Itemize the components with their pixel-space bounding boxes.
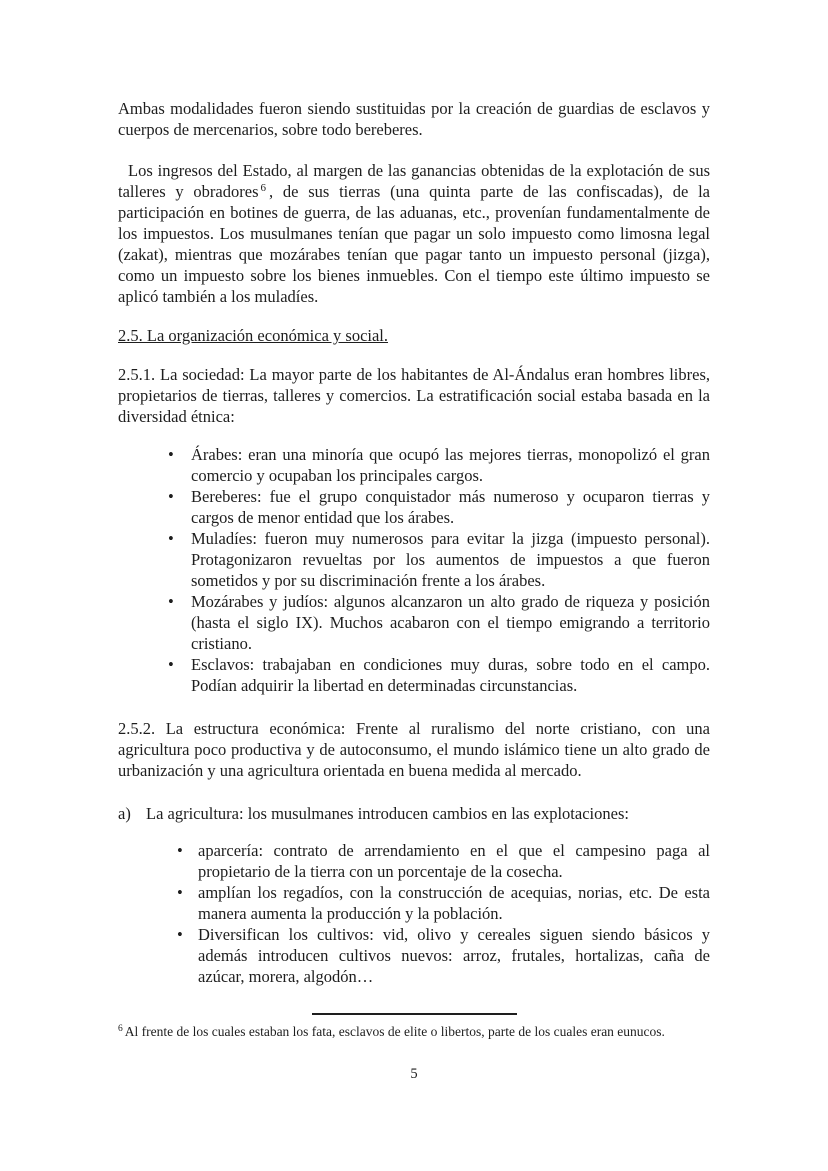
society-bullet-list [118, 444, 710, 696]
paragraph-ingresos-text-after-ref: , de sus tierras (una quinta parte de las confiscadas), de la participación en botines de guerra, de las aduanas, etc., provenían fundamentalmente de los impuestos. Los musulmanes tenían que pagar un solo impuesto como limosna legal (zakat), mientras que mozárabes tenían que pagar tanto un impuesto personal (jizga), como un impuesto sobre los bienes inmuebles. Con el tiempo este último impuesto se aplicó también a los muladíes. [118, 182, 710, 306]
paragraph-2-5-2-estructura: 2.5.2. La estructura económica: Frente al ruralismo del norte cristiano, con una agricultura poco productiva y de autoconsumo, el mundo islámico tiene un alto grado de urbanización y una agricultura orientada en buena medida al mercado. [118, 719, 710, 780]
list-item-regadios [118, 882, 710, 924]
list-item-a-agricultura [118, 803, 710, 824]
list-item-arabes [118, 444, 710, 486]
list-item-aparceria [118, 840, 710, 882]
list-item-text: aparcería: contrato de arrendamiento en el que el campesino paga al propietario de la tierra con un porcentaje de la cosecha. [198, 841, 710, 881]
list-marker-a: a) [118, 804, 131, 823]
list-item-esclavos [118, 654, 710, 696]
list-item-cultivos [118, 924, 710, 987]
bullet-icon: • [177, 925, 183, 944]
bullet-icon: • [168, 487, 174, 506]
bullet-icon: • [168, 592, 174, 611]
agriculture-bullet-list [118, 840, 710, 987]
list-item-a-text: La agricultura: los musulmanes introducen cambios en las explotaciones: [146, 804, 629, 823]
paragraph-ambas: Ambas modalidades fueron siendo sustituidas por la creación de guardias de esclavos y cuerpos de mercenarios, sobre todo bereberes. [118, 99, 710, 139]
list-item-text: Mozárabes y judíos: algunos alcanzaron un alto grado de riqueza y posición (hasta el siglo IX). Muchos acabaron con el tiempo emigrando a territorio cristiano. [191, 592, 710, 653]
footnote-reference-6: 6 [260, 181, 266, 194]
list-item-text: Árabes: eran una minoría que ocupó las mejores tierras, monopolizó el gran comercio y ocupaban los principales cargos. [191, 445, 710, 485]
bullet-icon: • [177, 883, 183, 902]
list-item-text: Bereberes: fue el grupo conquistador más numeroso y ocuparon tierras y cargos de menor entidad que los árabes. [191, 487, 710, 527]
bullet-icon: • [168, 529, 174, 548]
list-item-bereberes [118, 486, 710, 528]
list-item-text: Esclavos: trabajaban en condiciones muy duras, sobre todo en el campo. Podían adquirir la libertad en determinadas circunstancias. [191, 655, 710, 695]
footnote-separator-rule [312, 1013, 517, 1015]
list-item-text: amplían los regadíos, con la construcción de acequias, norias, etc. De esta manera aumenta la producción y la población. [198, 883, 710, 923]
section-heading-2-5: 2.5. La organización económica y social. [118, 326, 389, 345]
paragraph-ingresos-text-before-ref: Los ingresos del Estado, al margen de las ganancias obtenidas de la explotación de sus talleres y obradores [118, 161, 710, 201]
footnote-marker-6: 6 [118, 1023, 123, 1034]
page-number: 5 [410, 1066, 418, 1082]
bullet-icon: • [168, 655, 174, 674]
page-text-block [118, 0, 710, 1040]
list-item-muladies [118, 528, 710, 591]
list-item-mozarabes-judios [118, 591, 710, 654]
list-item-text: Diversifican los cultivos: vid, olivo y cereales siguen siendo básicos y además introducen cultivos nuevos: arroz, frutales, hortalizas, caña de azúcar, morera, algodón… [198, 925, 710, 986]
list-item-text: Muladíes: fueron muy numerosos para evitar la jizga (impuesto personal). Protagonizaron revueltas por los aumentos de impuestos a que fueron sometidos y por su discriminación frente a los árabes. [191, 529, 710, 590]
footnote-6 [118, 1023, 710, 1040]
paragraph-ingresos [118, 160, 710, 307]
footnote-text: Al frente de los cuales estaban los fata, esclavos de elite o libertos, parte de los cuales eran eunucos. [124, 1024, 665, 1040]
paragraph-2-5-1-sociedad: 2.5.1. La sociedad: La mayor parte de los habitantes de Al-Ándalus eran hombres libres, propietarios de tierras, talleres y comercios. La estratificación social estaba basada en la diversidad étnica: [118, 365, 710, 426]
bullet-icon: • [177, 841, 183, 860]
bullet-icon: • [168, 445, 174, 464]
